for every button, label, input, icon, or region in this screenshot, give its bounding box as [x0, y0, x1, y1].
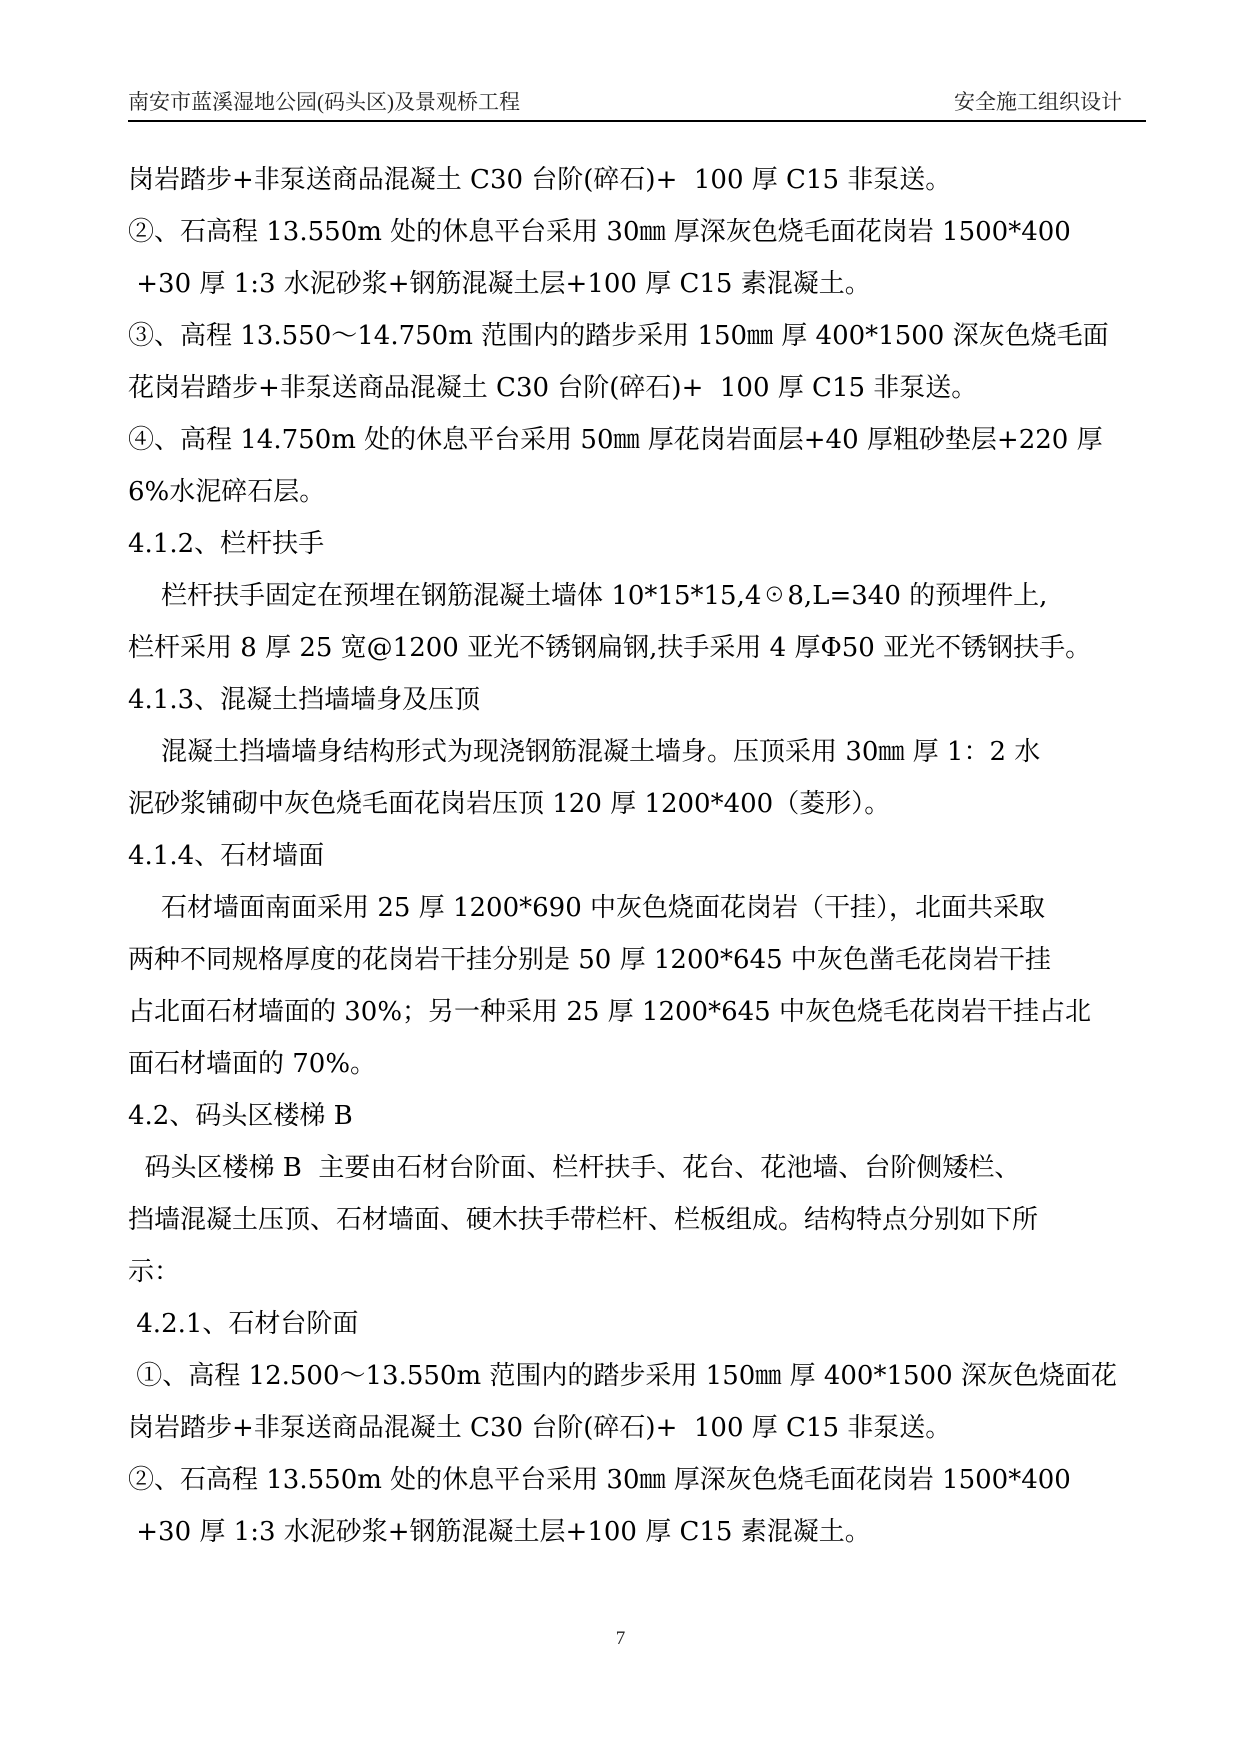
text-line: +30 厚 1:3 水泥砂浆+钢筋混凝土层+100 厚 C15 素混凝土。 — [128, 1517, 871, 1547]
section-heading: 4.1.2、栏杆扶手 — [128, 529, 325, 559]
section-heading: 4.1.3、混凝土挡墙墙身及压顶 — [128, 685, 481, 715]
text-line: 栏杆采用 8 厚 25 宽@1200 亚光不锈钢扁钢,扶手采用 4 厚Φ50 亚光不锈钢扶手。 — [128, 633, 1092, 663]
text-line: 6%水泥碎石层。 — [128, 477, 326, 507]
text-line: ②、石高程 13.550m 处的休息平台采用 30㎜ 厚深灰色烧毛面花岗岩 1500*400 — [128, 1465, 1071, 1495]
text-line: 码头区楼梯 B 主要由石材台阶面、栏杆扶手、花台、花池墙、台阶侧矮栏、 — [128, 1153, 1021, 1183]
page-number: 7 — [615, 1628, 626, 1649]
section-heading: 4.2、码头区楼梯 B — [128, 1101, 353, 1131]
text-line: +30 厚 1:3 水泥砂浆+钢筋混凝土层+100 厚 C15 素混凝土。 — [128, 269, 871, 299]
header-project-title: 南安市蓝溪湿地公园(码头区)及景观桥工程 — [128, 90, 520, 114]
text-line: ③、高程 13.550～14.750m 范围内的踏步采用 150㎜ 厚 400*1500 深灰色烧毛面 — [128, 321, 1109, 351]
text-line: 挡墙混凝土压顶、石材墙面、硬木扶手带栏杆、栏板组成。结构特点分别如下所 — [128, 1205, 1039, 1235]
page-header — [128, 86, 1146, 120]
text-line: 岗岩踏步+非泵送商品混凝土 C30 台阶(碎石)+ 100 厚 C15 非泵送。 — [128, 165, 952, 195]
text-line: 示： — [128, 1257, 181, 1287]
text-line: ④、高程 14.750m 处的休息平台采用 50㎜ 厚花岗岩面层+40 厚粗砂垫层+220 厚 — [128, 425, 1103, 455]
text-line: ②、石高程 13.550m 处的休息平台采用 30㎜ 厚深灰色烧毛面花岗岩 1500*400 — [128, 217, 1071, 247]
text-line: 两种不同规格厚度的花岗岩干挂分别是 50 厚 1200*645 中灰色凿毛花岗岩干挂 — [128, 945, 1051, 975]
text-line: 混凝土挡墙墙身结构形式为现浇钢筋混凝土墙身。压顶采用 30㎜ 厚 1：2 水 — [128, 737, 1041, 767]
text-line: 泥砂浆铺砌中灰色烧毛面花岗岩压顶 120 厚 1200*400（菱形）。 — [128, 789, 891, 819]
text-line: 岗岩踏步+非泵送商品混凝土 C30 台阶(碎石)+ 100 厚 C15 非泵送。 — [128, 1413, 952, 1443]
header-divider — [128, 120, 1146, 122]
section-heading: 4.1.4、石材墙面 — [128, 841, 325, 871]
text-line: ①、高程 12.500～13.550m 范围内的踏步采用 150㎜ 厚 400*1500 深灰色烧面花 — [128, 1361, 1117, 1391]
text-line: 石材墙面南面采用 25 厚 1200*690 中灰色烧面花岗岩（干挂），北面共采取 — [128, 893, 1045, 923]
text-line: 栏杆扶手固定在预埋在钢筋混凝土墙体 10*15*15,4☉8,L=340 的预埋件上, — [128, 581, 1048, 611]
section-heading: 4.2.1、石材台阶面 — [128, 1309, 359, 1339]
text-line: 面石材墙面的 70%。 — [128, 1049, 377, 1079]
header-document-type: 安全施工组织设计 — [954, 90, 1122, 114]
text-line: 花岗岩踏步+非泵送商品混凝土 C30 台阶(碎石)+ 100 厚 C15 非泵送。 — [128, 373, 978, 403]
text-line: 占北面石材墙面的 30%；另一种采用 25 厚 1200*645 中灰色烧毛花岗岩干挂占北 — [128, 997, 1091, 1027]
